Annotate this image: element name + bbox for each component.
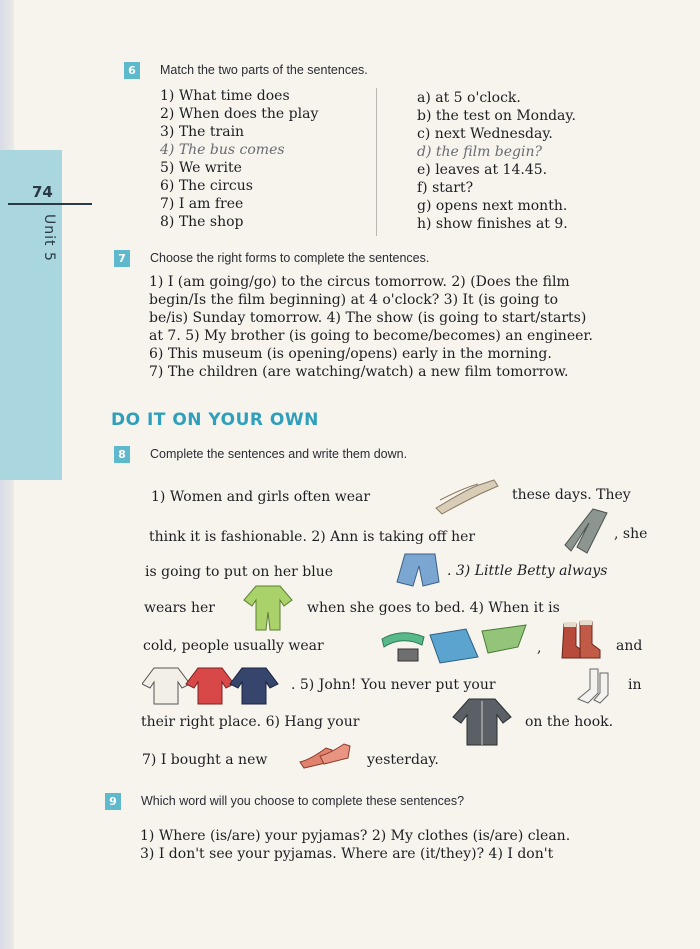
left-item: 7) I am free	[160, 196, 244, 212]
right-item: b) the test on Monday.	[417, 108, 576, 124]
tights-picture	[432, 478, 502, 516]
socks-picture	[570, 667, 612, 707]
left-item: 5) We write	[160, 160, 242, 176]
section-title: DO IT ON YOUR OWN	[111, 410, 319, 430]
ex8-text: is going to put on her blue	[145, 564, 334, 580]
exercise-6-left-column	[160, 87, 318, 231]
ex8-text: and	[616, 638, 643, 654]
exercise-9-instruction: Which word will you choose to complete these sentences?	[141, 794, 465, 808]
ex8-text: , she	[614, 526, 648, 542]
exercise-7-text	[149, 273, 652, 381]
ex8-text: 7) I bought a new	[142, 752, 268, 768]
ex8-text: cold, people usually wear	[143, 638, 324, 654]
page-number-rule	[8, 203, 92, 205]
ex8-text: their right place. 6) Hang your	[141, 714, 360, 730]
page-number: 74	[32, 183, 53, 201]
right-item-example: d) the film begin?	[417, 144, 543, 160]
trousers-picture	[563, 507, 613, 557]
right-item: c) next Wednesday.	[417, 126, 553, 142]
exercise-7-badge: 7	[114, 250, 130, 267]
jumpers-picture	[142, 660, 286, 708]
exercise-9-badge: 9	[105, 793, 121, 810]
unit-label: Unit 5	[41, 214, 57, 262]
left-item: 1) What time does	[160, 88, 290, 104]
ex8-text: yesterday.	[367, 752, 439, 768]
ex8-text: 1) Women and girls often wear	[151, 489, 371, 505]
exercise-7-instruction: Choose the right forms to complete the sentences.	[150, 251, 430, 265]
exercise-8-instruction: Complete the sentences and write them down.	[150, 447, 408, 461]
right-item: e) leaves at 14.45.	[417, 162, 548, 178]
scarves-picture	[380, 623, 530, 667]
exercise-9-text	[140, 827, 643, 863]
right-item: f) start?	[417, 180, 474, 196]
text-line: 6) This museum (is opening/opens) early in the morning.	[149, 346, 552, 362]
left-item: 2) When does the play	[160, 106, 319, 122]
text-line: 3) I don't see your pyjamas. Where are (it/they)? 4) I don't	[140, 846, 554, 862]
ex8-text: . 3) Little Betty always	[447, 563, 608, 579]
exercise-8-badge: 8	[114, 446, 130, 463]
ex8-text: on the hook.	[525, 714, 614, 730]
ex8-text: when she goes to bed. 4) When it is	[307, 600, 560, 616]
left-item: 8) The shop	[160, 214, 244, 230]
ex8-text: in	[628, 677, 642, 693]
exercise-6-badge: 6	[124, 62, 140, 79]
text-line: 1) Where (is/are) your pyjamas? 2) My clothes (is/are) clean.	[140, 828, 571, 844]
text-line: 7) The children (are watching/watch) a new film tomorrow.	[149, 364, 569, 380]
ex8-text: . 5) John! You never put your	[291, 677, 496, 693]
right-item: a) at 5 o'clock.	[417, 90, 521, 106]
pyjamas-picture	[242, 582, 294, 634]
boots-picture	[558, 618, 602, 662]
text-line: be/is) Sunday tomorrow. 4) The show (is going to start/starts)	[149, 310, 587, 326]
left-item: 6) The circus	[160, 178, 253, 194]
ex8-text: these days. They	[512, 487, 631, 503]
shoes-picture	[298, 740, 354, 772]
jeans-shorts-picture	[395, 552, 441, 588]
ex8-text: wears her	[144, 600, 215, 616]
exercise-6-instruction: Match the two parts of the sentences.	[160, 63, 368, 77]
ex8-text: think it is fashionable. 2) Ann is taking off her	[149, 529, 476, 545]
text-line: begin/Is the film beginning) at 4 o'clock? 3) It (is going to	[149, 292, 559, 308]
text-line: at 7. 5) My brother (is going to become/becomes) an engineer.	[149, 328, 593, 344]
column-divider	[376, 88, 377, 236]
ex8-text: ,	[537, 640, 542, 656]
exercise-6-right-column	[417, 89, 576, 233]
right-item: h) show finishes at 9.	[417, 216, 568, 232]
left-item: 3) The train	[160, 124, 245, 140]
right-item: g) opens next month.	[417, 198, 568, 214]
text-line: 1) I (am going/go) to the circus tomorrow. 2) (Does the film	[149, 274, 570, 290]
left-item-example: 4) The bus comes	[160, 142, 285, 158]
jacket-picture	[451, 695, 513, 747]
